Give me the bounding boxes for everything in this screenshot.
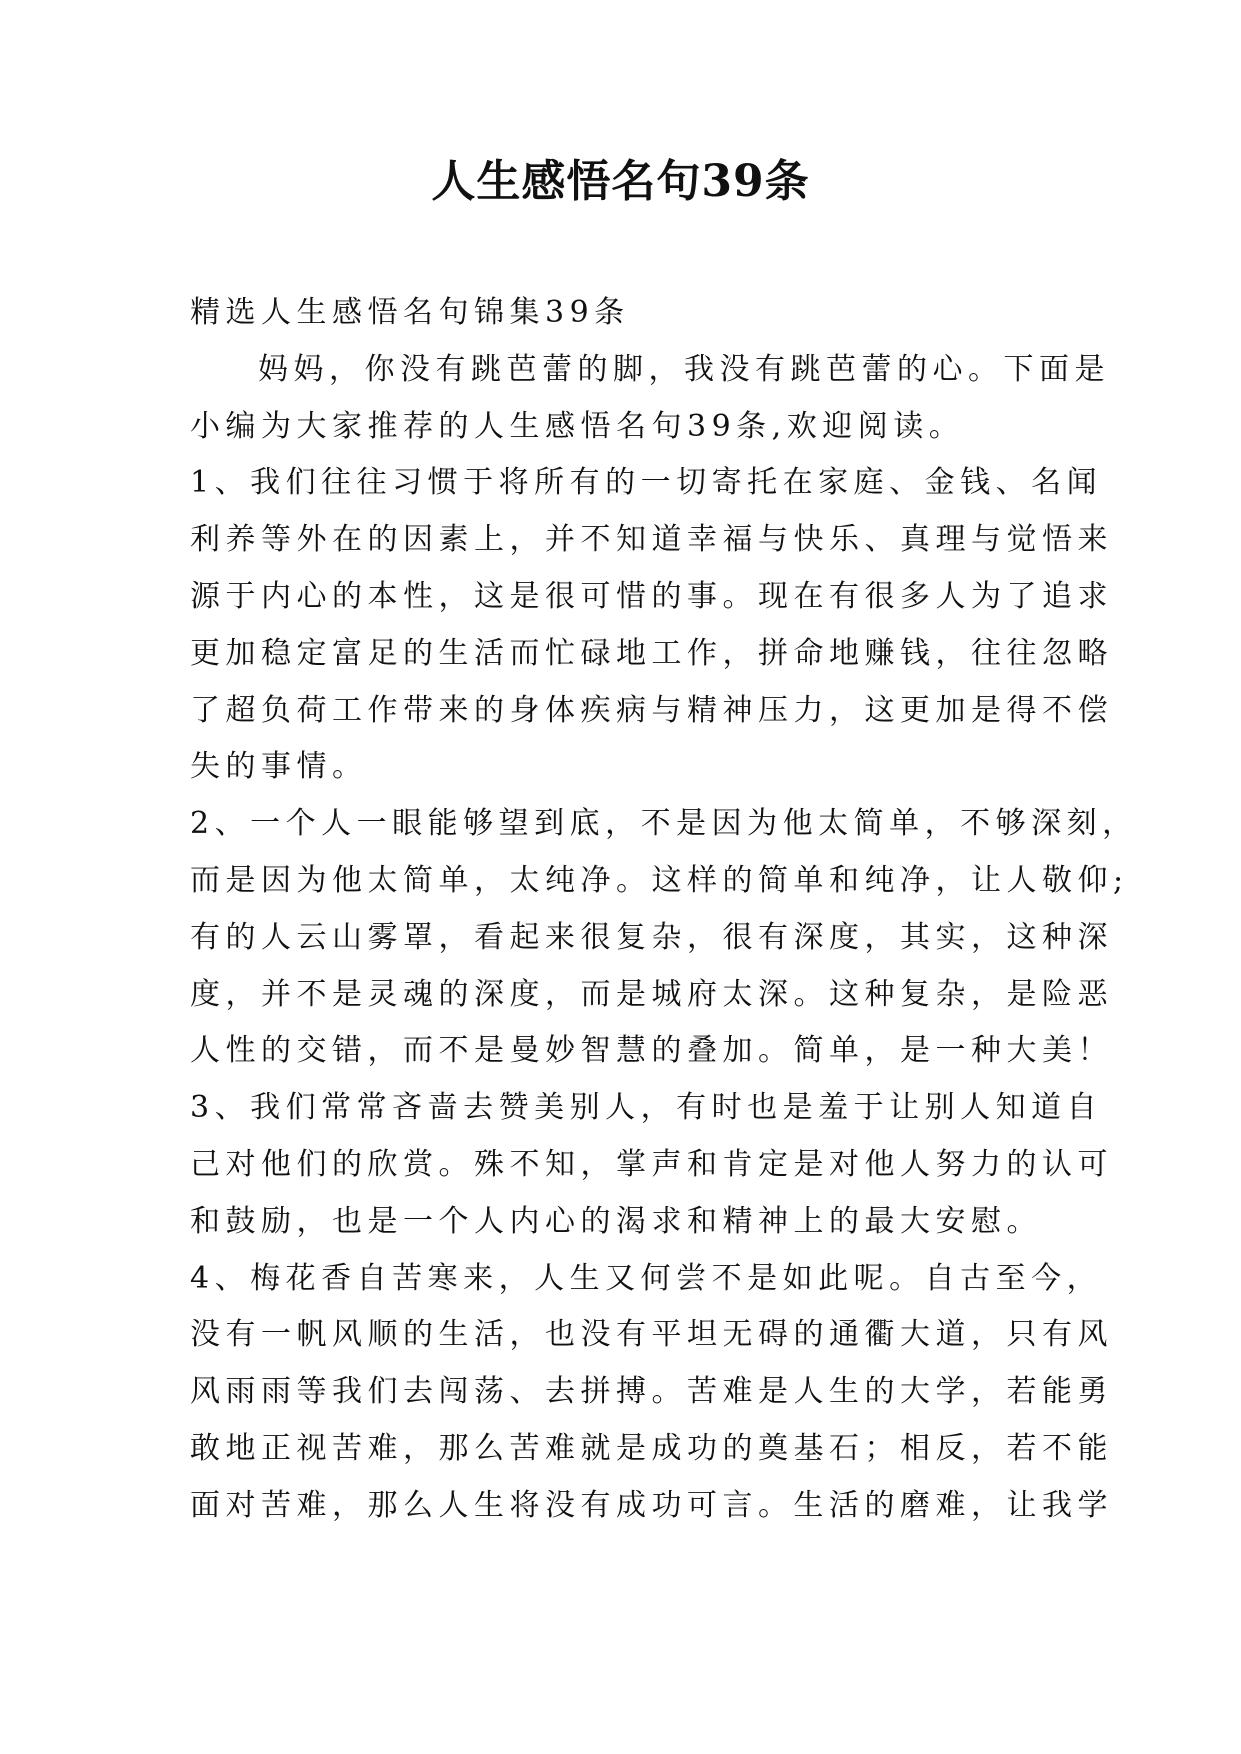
paragraph-line: 2、一个人一眼能够望到底，不是因为他太简单，不够深刻，: [190, 806, 1138, 842]
document-title: 人生感悟名句39条: [431, 156, 810, 207]
paragraph-line: 和鼓励，也是一个人内心的渴求和精神上的最大安慰。: [190, 1203, 1042, 1239]
paragraph-line: 己对他们的欣赏。殊不知，掌声和肯定是对他人努力的认可: [190, 1146, 1113, 1182]
paragraph-line: 妈妈，你没有跳芭蕾的脚，我没有跳芭蕾的心。下面是: [258, 351, 1110, 387]
paragraph-line: 4、梅花香自苦寒来，人生又何尝不是如此呢。自古至今，: [190, 1260, 1103, 1296]
paragraph-line: 而是因为他太简单，太纯净。这样的简单和纯净，让人敬仰;: [190, 862, 1129, 898]
paragraph-line: 了超负荷工作带来的身体疾病与精神压力，这更加是得不偿: [190, 692, 1113, 728]
document-body: [190, 285, 1138, 1535]
paragraph-line: 人性的交错，而不是曼妙智慧的叠加。简单，是一种大美！: [190, 1033, 1113, 1069]
paragraph-line: 3、我们常常吝啬去赞美别人，有时也是羞于让别人知道自: [190, 1090, 1103, 1126]
paragraph-line: 面对苦难，那么人生将没有成功可言。生活的磨难，让我学: [190, 1487, 1113, 1523]
paragraph-line: 敢地正视苦难，那么苦难就是成功的奠基石；相反，若不能: [190, 1430, 1113, 1466]
paragraph-line: 利养等外在的因素上，并不知道幸福与快乐、真理与觉悟来: [190, 522, 1113, 558]
paragraph-line: 1、我们往往习惯于将所有的一切寄托在家庭、金钱、名闻: [190, 465, 1103, 501]
paragraph-line: 没有一帆风顺的生活，也没有平坦无碍的通衢大道，只有风: [190, 1317, 1113, 1353]
subtitle-line: 精选人生感悟名句锦集39条: [190, 295, 630, 330]
paragraph-line: 小编为大家推荐的人生感悟名句39条,欢迎阅读。: [190, 408, 965, 444]
paragraph-line: 源于内心的本性，这是很可惜的事。现在有很多人为了追求: [190, 578, 1113, 614]
paragraph-line: 风雨雨等我们去闯荡、去拼搏。苦难是人生的大学，若能勇: [190, 1374, 1113, 1410]
paragraph-line: 更加稳定富足的生活而忙碌地工作，拼命地赚钱，往往忽略: [190, 635, 1113, 671]
paragraph-line: 度，并不是灵魂的深度，而是城府太深。这种复杂，是险恶: [190, 976, 1113, 1012]
paragraph-line: 有的人云山雾罩，看起来很复杂，很有深度，其实，这种深: [190, 919, 1113, 955]
paragraph-line: 失的事情。: [190, 749, 368, 785]
